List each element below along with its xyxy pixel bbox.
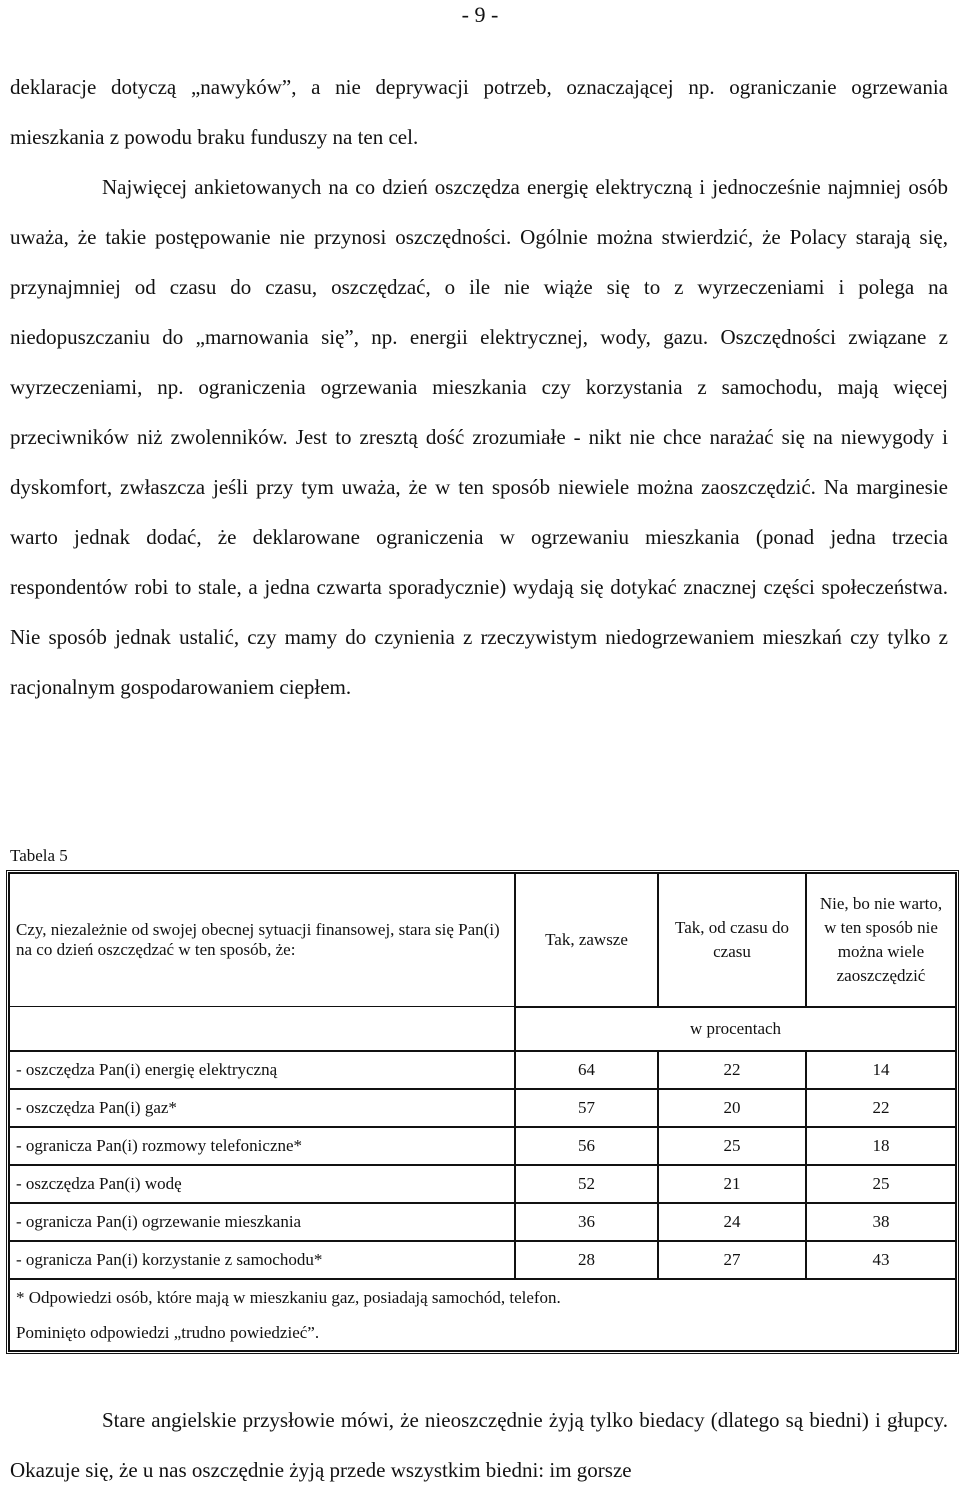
cell-value: 25 [806,1165,956,1203]
column-header: Nie, bo nie warto, w ten sposób nie można wiele zaoszczędzić [806,873,956,1007]
cell-value: 38 [806,1203,956,1241]
cell-value: 28 [515,1241,658,1279]
paragraph-2: Najwięcej ankietowanych na co dzień oszczędza energię elektryczną i jednocześnie najmniej osób uważa, że takie postępowanie nie przynosi oszczędności. Ogólnie można stwierdzić, że Polacy starają się, przynajmniej od czasu do czasu, oszczędzać, o ile nie wiąże się to z wyrzeczeniami i polega na niedopuszczaniu do „marnowania się”, np. energii elektrycznej, wody, gazu. Oszczędności związane z wyrzeczeniami, np. ograniczenia ogrzewania mieszkania czy korzystania z samochodu, mają więcej przeciwników niż zwolenników. Jest to zresztą dość zrozumiałe - nikt nie chce narażać się na niewygody i dyskomfort, zwłaszcza jeśli przy tym uważa, że w ten sposób niewiele można zaoszczędzić. Na marginesie warto jednak dodać, że deklarowane ograniczenia w ogrzewaniu mieszkania (ponad jedna trzecia respondentów robi to stale, a jedna czwarta sporadycznie) wydają się dotykać znacznej części społeczeństwa. Nie sposób jednak ustalić, czy mamy do czynienia z rzeczywistym niedogrzewaniem mieszkań czy tylko z racjonalnym gospodarowaniem ciepłem. [10,175,948,699]
table-notes-row [9,1279,956,1351]
table-row [9,1089,956,1127]
cell-value: 64 [515,1051,658,1089]
cell-value: 22 [658,1051,806,1089]
cell-value: 36 [515,1203,658,1241]
paragraph-1: deklaracje dotyczą „nawyków”, a nie deprywacji potrzeb, oznaczającej np. ograniczanie ogrzewania mieszkania z powodu braku funduszy na ten cel. [10,75,948,149]
row-label: - oszczędza Pan(i) wodę [9,1165,515,1203]
row-label: - ogranicza Pan(i) ogrzewanie mieszkania [9,1203,515,1241]
data-table [6,870,959,1354]
cell-value: 14 [806,1051,956,1089]
row-label: - oszczędza Pan(i) gaz* [9,1089,515,1127]
table-label: Tabela 5 [10,846,68,865]
table-row [9,1203,956,1241]
table-row [9,1165,956,1203]
column-header: Tak, zawsze [515,873,658,1007]
column-header: Tak, od czasu do czasu [658,873,806,1007]
row-label: - ogranicza Pan(i) rozmowy telefoniczne* [9,1127,515,1165]
unit-label: w procentach [515,1007,956,1051]
footnote: Pominięto odpowiedzi „trudno powiedzieć”. [16,1323,320,1342]
table-row [9,1241,956,1279]
cell-value: 24 [658,1203,806,1241]
paragraph-3: Stare angielskie przysłowie mówi, że nieoszczędnie żyją tylko biedacy (dlatego są biedni) i głupcy. Okazuje się, że u nas oszczędnie żyją przede wszystkim biedni: im gorsze [10,1408,948,1482]
cell-value: 57 [515,1089,658,1127]
cell-value: 18 [806,1127,956,1165]
cell-value: 20 [658,1089,806,1127]
cell-value: 52 [515,1165,658,1203]
cell-value: 22 [806,1089,956,1127]
table-unit-row [9,1007,956,1051]
table-header-row [9,873,956,1007]
page-number: - 9 - [461,2,499,27]
cell-value: 25 [658,1127,806,1165]
table-row [9,1127,956,1165]
body-text-continued [10,1395,948,1495]
footnote: * Odpowiedzi osób, które mają w mieszkaniu gaz, posiadają samochód, telefon. [16,1288,561,1307]
cell-value: 56 [515,1127,658,1165]
cell-value: 27 [658,1241,806,1279]
body-text [10,62,948,712]
cell-value: 21 [658,1165,806,1203]
table-notes [9,1279,956,1351]
row-label: - ogranicza Pan(i) korzystanie z samochodu* [9,1241,515,1279]
table-question: Czy, niezależnie od swojej obecnej sytuacji finansowej, stara się Pan(i) na co dzień oszczędzać w ten sposób, że: [9,873,515,1007]
table-row [9,1051,956,1089]
cell-value: 43 [806,1241,956,1279]
row-label: - oszczędza Pan(i) energię elektryczną [9,1051,515,1089]
